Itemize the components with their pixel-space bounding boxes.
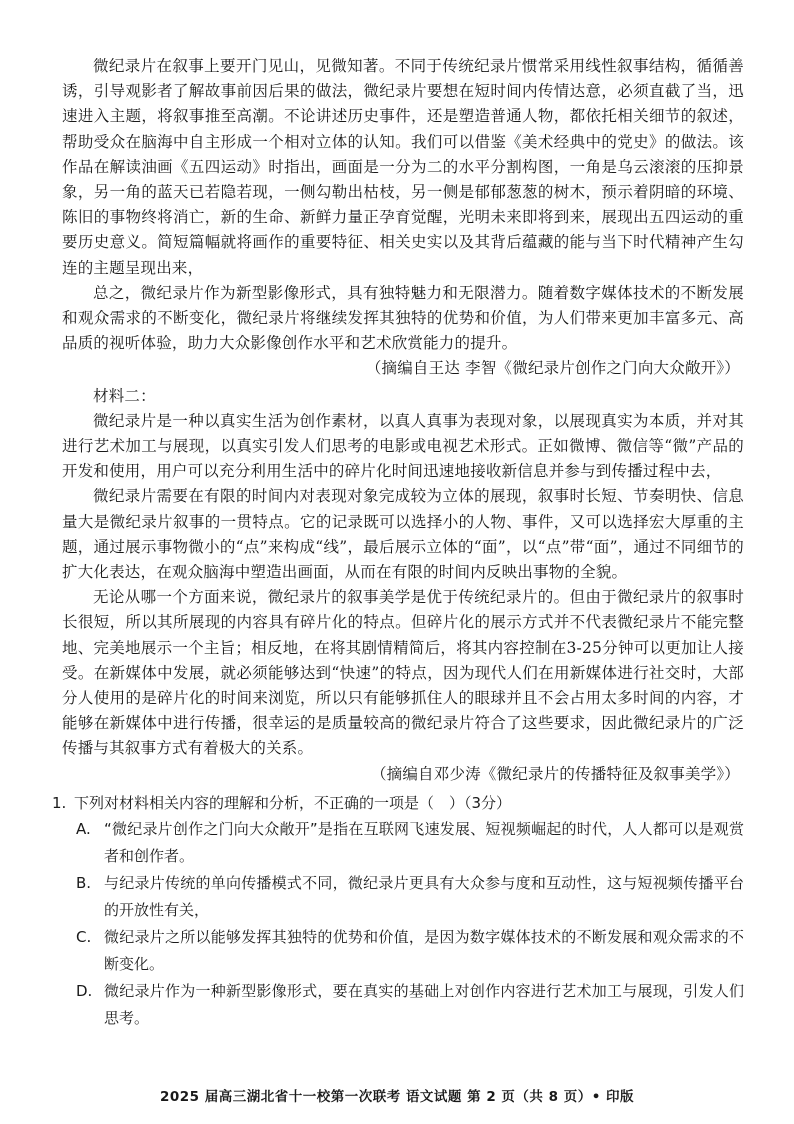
question-1-number: 1. xyxy=(52,793,67,812)
option-text: 微纪录片之所以能够发挥其独特的优势和价值，是因为数字媒体技术的不断发展和观众需求的不断变化。 xyxy=(104,928,744,974)
page-content xyxy=(52,54,744,1032)
question-1-text: 下列对材料相关内容的理解和分析，不正确的一项是（ ）（3分） xyxy=(74,793,512,812)
option-letter: B. xyxy=(76,874,92,893)
material-two-paragraph-1: 微纪录片是一种以真实生活为创作素材，以真人真事为表现对象，以展现真实为本质，并对其进行艺术加工与展现，以真实引发人们思考的电影或电视艺术形式。正如微博、微信等“微”产品的开发和使用，用户可以充分利用生活中的碎片化时间迅速地接收新信息并参与到传播过程中去， xyxy=(62,411,744,481)
option-letter: D. xyxy=(76,982,93,1001)
material-two-heading: 材料二： xyxy=(93,386,156,405)
question-1-option-d xyxy=(76,978,744,1032)
material-one-paragraph-2: 总之，微纪录片作为新型影像形式，具有独特魅力和无限潜力。随着数字媒体技术的不断发展和观众需求的不断变化，微纪录片将继续发挥其独特的优势和价值，为人们带来更加丰富多元、高品质的视听体验，助力大众影像创作水平和艺术欣赏能力的提升。 xyxy=(62,283,744,353)
option-text: “微纪录片创作之门向大众敞开”是指在互联网飞速发展、短视频崛起的时代，人人都可以是观赏者和创作者。 xyxy=(104,820,744,866)
option-letter: A. xyxy=(76,820,91,839)
question-1-option-a xyxy=(76,816,744,870)
question-1-option-c xyxy=(76,924,744,978)
material-two-source: （摘编自邓少涛《微纪录片的传播特征及叙事美学》） xyxy=(370,764,740,783)
question-1-stem xyxy=(52,791,744,816)
option-letter: C. xyxy=(76,928,92,947)
question-1-option-b xyxy=(76,870,744,924)
option-text: 微纪录片作为一种新型影像形式，要在真实的基础上对创作内容进行艺术加工与展现，引发人们思考。 xyxy=(104,982,744,1028)
material-one-paragraph-1: 微纪录片在叙事上要开门见山，见微知著。不同于传统纪录片惯常采用线性叙事结构，循循善诱，引导观影者了解故事前因后果的做法，微纪录片要想在短时间内传情达意，必须直截了当，迅速进入主题，将叙事推至高潮。不论讲述历史事件，还是塑造普通人物，都依托相关细节的叙述，帮助受众在脑海中自主形成一个相对立体的认知。我们可以借鉴《美术经典中的党史》的做法。该作品在解读油画《五四运动》时指出，画面是一分为二的水平分割构图，一角是乌云滚滚的压抑景象，另一角的蓝天已若隐若现，一侧勾勒出枯枝，另一侧是郁郁葱葱的树木，预示着阴暗的环境、陈旧的事物终将消亡，新的生命、新鲜力量正孕育觉醒，光明未来即将到来，展现出五四运动的重要历史意义。简短篇幅就将画作的重要特征、相关史实以及其背后蕴藏的能与当下时代精神产生勾连的主题呈现出来， xyxy=(62,57,744,277)
material-two-paragraph-3: 无论从哪一个方面来说，微纪录片的叙事美学是优于传统纪录片的。但由于微纪录片的叙事时长很短，所以其所展现的内容具有碎片化的特点。但碎片化的展示方式并不代表微纪录片不能完整地、完美地展示一个主旨；相反地，在将其剧情精简后，将其内容控制在3-25分钟可以更加让人接受。在新媒体中发展，就必须能够达到“快速”的特点，因为现代人们在用新媒体进行社交时，大部分人使用的是碎片化的时间来浏览，所以只有能够抓住人的眼球并且不会占用太多时间的内容，才能够在新媒体中进行传播，很幸运的是质量较高的微纪录片符合了这些要求，因此微纪录片的广泛传播与其叙事方式有着极大的关系。 xyxy=(62,588,744,758)
question-1 xyxy=(52,791,744,1032)
material-two-paragraph-2: 微纪录片需要在有限的时间内对表现对象完成较为立体的展现，叙事时长短、节奏明快、信息量大是微纪录片叙事的一贯特点。它的记录既可以选择小的人物、事件，又可以选择宏大厚重的主题，通过展示事物微小的“点”来构成“线”，最后展示立体的“面”，以“点”带“面”，通过不同细节的扩大化表达，在观众脑海中塑造出画面，从而在有限的时间内反映出事物的全貌。 xyxy=(62,487,744,582)
page-footer: 2025 届高三湖北省十一校第一次联考 语文试题 第 2 页（共 8 页）• 印版 xyxy=(159,1089,635,1105)
option-text: 与纪录片传统的单向传播模式不同，微纪录片更具有大众参与度和互动性，这与短视频传播平台的开放性有关， xyxy=(104,874,744,920)
material-one-source: （摘编自王达 李智《微纪录片创作之门向大众敞开》） xyxy=(365,359,740,378)
